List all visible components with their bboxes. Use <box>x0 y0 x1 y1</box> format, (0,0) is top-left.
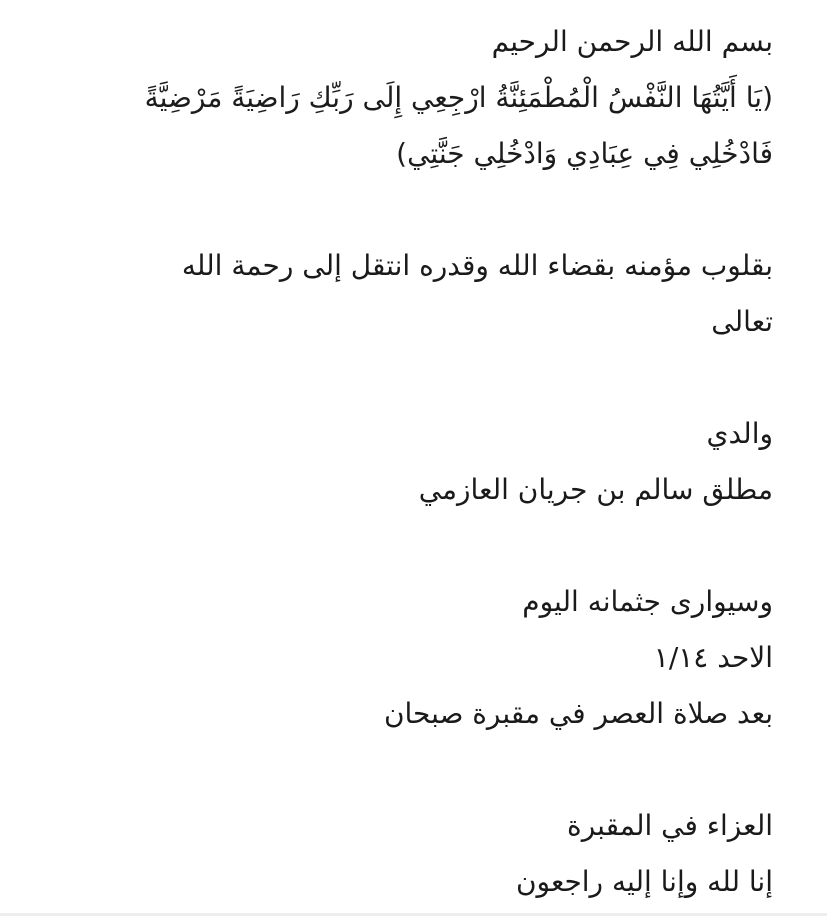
closing-prayer: إنا لله وإنا إليه راجعون <box>515 865 773 898</box>
condolence-place: العزاء في المقبرة <box>567 809 773 842</box>
burial-location: بعد صلاة العصر في مقبرة صبحان <box>383 697 773 730</box>
blank-line <box>33 182 773 238</box>
blank-line <box>33 350 773 406</box>
quran-verse-line-2: فَادْخُلِي فِي عِبَادِي وَادْخُلِي جَنَّتِي) <box>396 137 773 170</box>
quran-verse-line-1: (يَا أَيَّتُهَا النَّفْسُ الْمُطْمَئِنَّةُ ارْجِعِي إِلَى رَبِّكِ رَاضِيَةً مَرْضِيَّةً <box>144 81 773 114</box>
burial-announcement: وسيوارى جثمانه اليوم <box>522 585 773 618</box>
announcement-line-1: بقلوب مؤمنه بقضاء الله وقدره انتقل إلى رحمة الله <box>181 249 773 282</box>
post-text-body <box>33 14 773 910</box>
basmala-line: بسم الله الرحمن الرحيم <box>491 25 773 58</box>
blank-line <box>33 742 773 798</box>
blank-line <box>33 518 773 574</box>
burial-date: الاحد ١/١٤ <box>653 641 773 674</box>
announcement-line-2: تعالى <box>711 305 773 338</box>
relation-label: والدي <box>706 417 773 450</box>
deceased-name: مطلق سالم بن جريان العازمي <box>418 473 773 506</box>
